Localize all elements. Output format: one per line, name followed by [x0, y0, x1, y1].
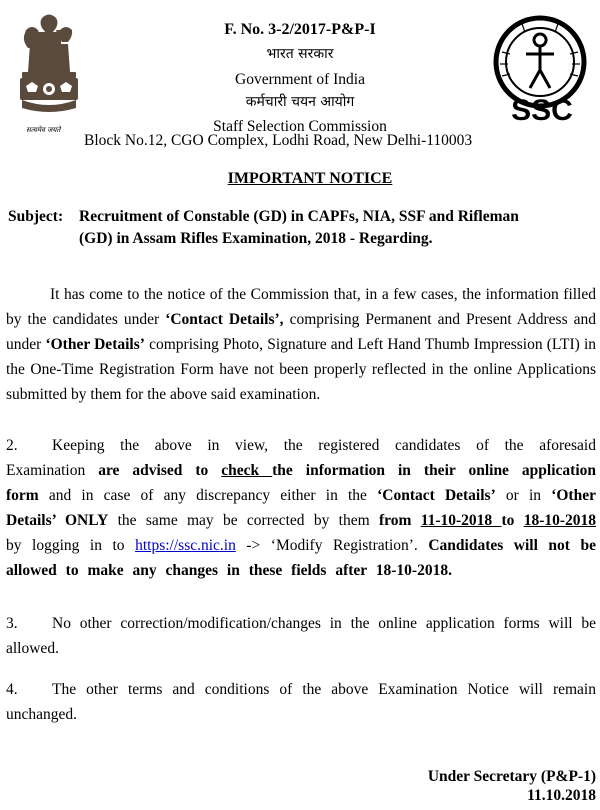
ssc-logo-text: SSC	[511, 94, 573, 124]
subject-block	[8, 206, 596, 250]
ssc-website-link[interactable]: https://ssc.nic.in	[135, 537, 236, 554]
para2-number: 2.	[6, 437, 18, 454]
subject-line-2: (GD) in Assam Rifles Examination, 2018 - Regarding.	[79, 230, 433, 247]
para2-bold-1: are advised to	[98, 462, 222, 479]
paragraph-1	[6, 282, 596, 407]
para2-date-from: 11-10-2018	[420, 512, 502, 529]
file-number: F. No. 3-2/2017-P&P-I	[224, 21, 376, 38]
subject-line-1: Recruitment of Constable (GD) in CAPFs, NIA, SSF and Rifleman	[79, 208, 519, 225]
para4-text: The other terms and conditions of the above Examination Notice will remain unchanged.	[6, 681, 596, 723]
para2-text-1: Keeping the above in view, the registered candidates of the aforesaid Examination	[6, 437, 596, 479]
hindi-govt-line: भारत सरकार	[266, 46, 334, 62]
para2-bold-5: from	[378, 512, 421, 529]
para2-bold-4: ‘Other Details’ ONLY	[6, 487, 596, 529]
para2-text-6: -> ‘Modify Registration’.	[235, 537, 429, 554]
signatory-designation: Under Secretary (P&P-1)	[427, 768, 596, 785]
paragraph-4	[6, 677, 596, 727]
para2-text-4: the same may be corrected by them	[108, 512, 379, 529]
para2-text-3: or in	[495, 487, 552, 504]
para1-bold-2: ‘Other Details’	[45, 336, 145, 353]
ssc-line: Staff Selection Commission	[213, 118, 387, 135]
emblem-motto: सत्यमेव जयते	[26, 126, 61, 134]
para2-bold-7: Candidates will not be allowed to make any changes in these fields after 18-10-2018.	[6, 537, 596, 579]
para2-underline-check: check	[221, 462, 273, 479]
para1-bold-1: ‘Contact Details’,	[165, 311, 284, 328]
subject-label: Subject:	[8, 208, 64, 225]
para1-text-2: comprising Permanent and Present Address and under	[6, 311, 596, 353]
para2-bold-2: the information in their online application form	[6, 462, 596, 504]
para2-date-to: 18-10-2018	[523, 512, 597, 529]
hindi-ssc-line: कर्मचारी चयन आयोग	[245, 94, 355, 110]
para3-number: 3.	[6, 615, 18, 632]
para3-text: No other correction/modification/changes in the online application forms will be allowed.	[6, 615, 596, 657]
para1-text-3: comprising Photo, Signature and Left Hand Thumb Impression (LTI) in the One-Time Registration Form have not been properly reflected in the online Applications submitted by them for the above said examination.	[6, 336, 596, 403]
paragraph-2	[6, 433, 596, 583]
notice-date: 11.10.2018	[527, 787, 596, 804]
address-line: Block No.12, CGO Complex, Lodhi Road, New Delhi-110003	[84, 132, 473, 149]
para2-bold-3: ‘Contact Details’	[377, 487, 496, 504]
para2-bold-6: to	[501, 512, 524, 529]
para1-text-1: It has come to the notice of the Commission that, in a few cases, the information filled by the candidates under	[6, 286, 596, 328]
paragraph-3	[6, 611, 596, 661]
para2-text-5: by logging in to	[6, 537, 136, 554]
govt-line: Government of India	[235, 71, 365, 88]
para4-number: 4.	[6, 681, 18, 698]
para2-text-2: and in case of any discrepancy either in the	[38, 487, 378, 504]
notice-title: IMPORTANT NOTICE	[227, 170, 393, 187]
